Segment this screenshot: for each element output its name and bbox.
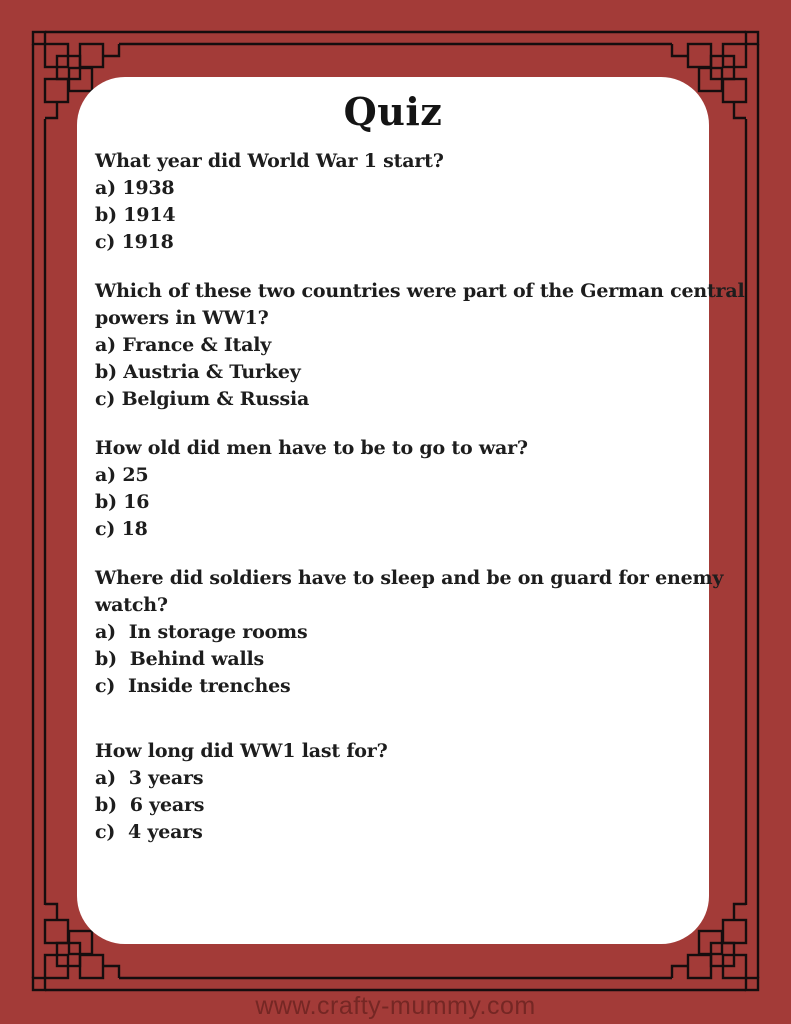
question-text: Where did soldiers have to sleep and be on guard for enemy [95, 567, 724, 589]
question-block-4 [95, 565, 724, 700]
question-text: powers in WW1? [95, 307, 269, 329]
question-text: How long did WW1 last for? [95, 740, 388, 762]
answer-option: b) Behind walls [95, 648, 264, 670]
answer-option: c) 18 [95, 518, 148, 540]
question-block-1 [95, 148, 691, 256]
question-text: watch? [95, 594, 168, 616]
answer-option: b) 6 years [95, 794, 205, 816]
question-block-2 [95, 278, 745, 413]
answer-option: a) France & Italy [95, 334, 272, 356]
answer-option: a) 1938 [95, 177, 175, 199]
answer-option: c) Belgium & Russia [95, 388, 310, 410]
question-block-5 [95, 738, 691, 846]
question-text: How old did men have to be to go to war? [95, 437, 528, 459]
page-title: Quiz [343, 89, 443, 134]
answer-option: c) 4 years [95, 821, 203, 843]
answer-option: b) Austria & Turkey [95, 361, 301, 383]
question-block-3 [95, 435, 691, 543]
answer-option: a) 25 [95, 464, 149, 486]
answer-option: a) In storage rooms [95, 621, 308, 643]
answer-option: a) 3 years [95, 767, 204, 789]
question-text: What year did World War 1 start? [95, 150, 444, 172]
answer-option: b) 1914 [95, 204, 176, 226]
answer-option: c) 1918 [95, 231, 174, 253]
answer-option: c) Inside trenches [95, 675, 291, 697]
answer-option: b) 16 [95, 491, 150, 513]
quiz-panel [77, 77, 745, 944]
question-text: Which of these two countries were part of the German central [95, 280, 745, 302]
footer-website-url: www.crafty-mummy.com [255, 992, 536, 1020]
